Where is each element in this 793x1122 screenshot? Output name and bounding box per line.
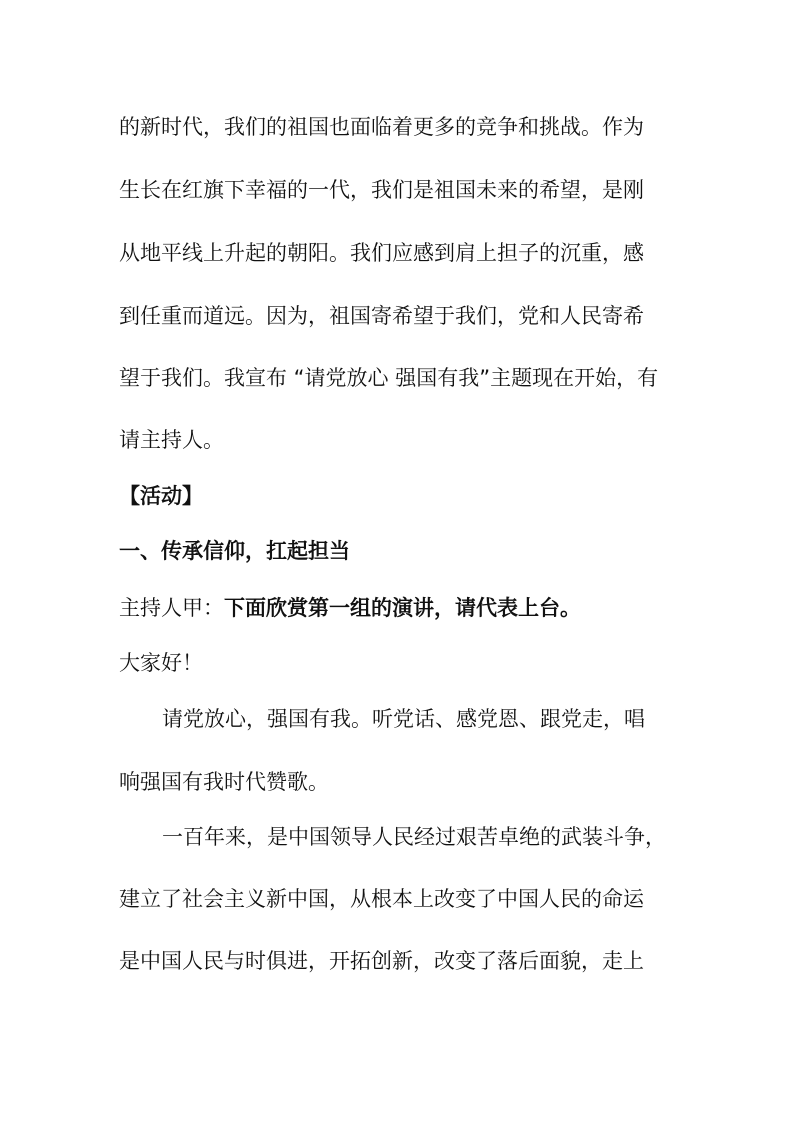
body-line: 望于我们。我宣布 “请党放心 强国有我”主题现在开始，有 (119, 366, 659, 390)
body-line: 从地平线上升起的朝阳。我们应感到肩上担子的沉重，感 (119, 241, 644, 265)
body-line: 生长在红旗下幸福的一代，我们是祖国未来的希望，是刚 (119, 178, 644, 202)
body-line: 请党放心，强国有我。听党话、感党恩、跟党走，唱 (162, 707, 645, 731)
body-line: 一百年来，是中国领导人民经过艰苦卓绝的武装斗争， (162, 825, 666, 849)
section-heading: 【活动】 (119, 484, 203, 508)
body-line: 请主持人。 (119, 428, 224, 452)
body-line: 响强国有我时代赞歌。 (119, 770, 329, 794)
subheading: 一、传承信仰，扛起担当 (119, 539, 350, 563)
body-line: 是中国人民与时俱进，开拓创新，改变了落后面貌，走上 (119, 949, 644, 973)
host-text: 下面欣赏第一组的演讲，请代表上台。 (224, 596, 581, 620)
greeting: 大家好！ (119, 651, 203, 675)
body-line: 到任重而道远。因为，祖国寄希望于我们，党和人民寄希 (119, 304, 644, 328)
body-line: 的新时代，我们的祖国也面临着更多的竞争和挑战。作为 (119, 115, 644, 139)
host-label: 主持人甲： (119, 596, 224, 620)
body-line: 建立了社会主义新中国，从根本上改变了中国人民的命运 (119, 887, 644, 911)
host-line (119, 594, 719, 622)
